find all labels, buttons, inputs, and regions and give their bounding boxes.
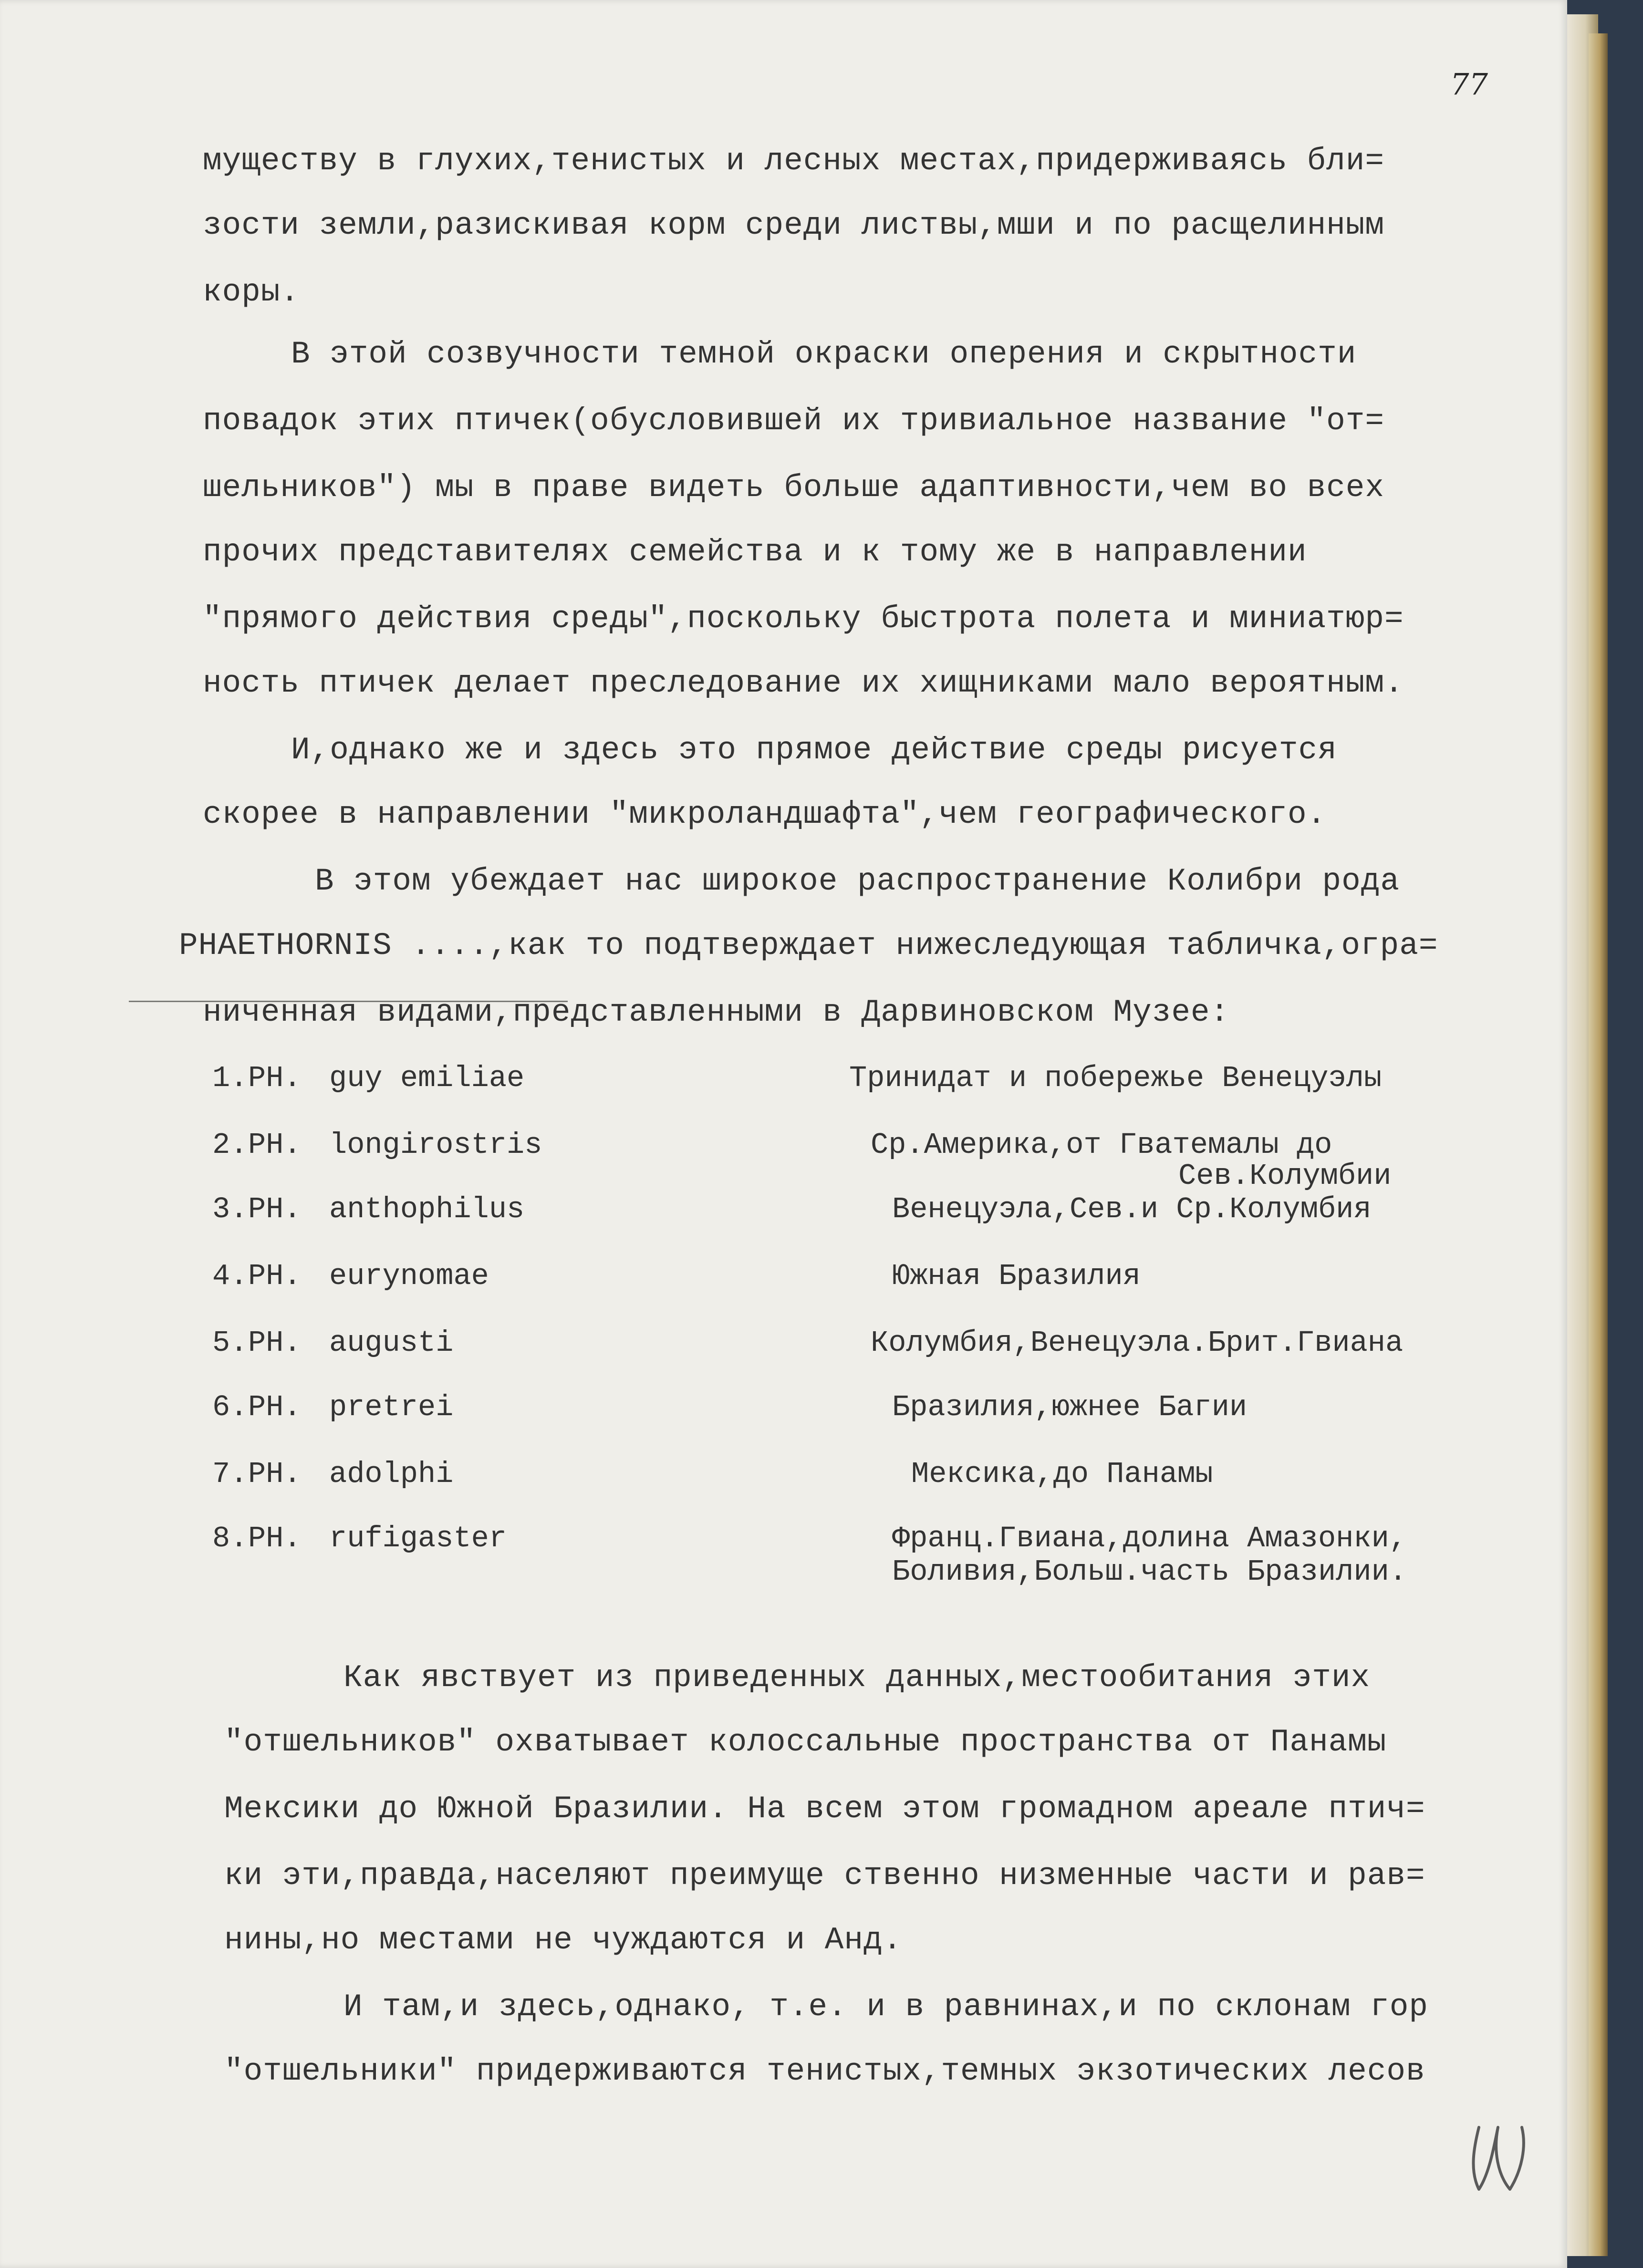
table-row-range: Колумбия,Венецуэла.Брит.Гвиана [871, 1326, 1404, 1360]
table-row-species: longirostris [329, 1128, 542, 1162]
table-row-range: Бразилия,южнее Багии [892, 1390, 1248, 1424]
text-line: ниченная видами,представленными в Дарвиновском Музее: [203, 994, 1230, 1030]
text-line: ки эти,правда,населяют преимуще ственно низменные части и рав= [224, 1858, 1425, 1894]
table-row-number: 3. [212, 1192, 248, 1226]
table-row-species: eurynomae [329, 1259, 489, 1293]
text-line: Мексики до Южной Бразилии. На всем этом громадном ареале птич= [224, 1791, 1425, 1827]
text-line: "отшельники" придерживаются тенистых,темных экзотических лесов [224, 2053, 1425, 2089]
table-row-genus: PH. [248, 1259, 302, 1293]
text-line: "отшельников" охватывает колоссальные пространства от Панамы [224, 1724, 1387, 1760]
table-row-species: pretrei [329, 1390, 454, 1424]
text-line: И,однако же и здесь это прямое действие среды рисуется [291, 732, 1337, 768]
text-line: В этой созвучности темной окраски оперения и скрытности [291, 336, 1357, 372]
text-line: В этом убеждает нас широкое распространение Колибри рода [315, 863, 1400, 899]
text-line: скорее в направлении "микроландшафта",чем географического. [203, 797, 1327, 832]
table-row-range: Франц.Гвиана,долина Амазонки, [892, 1522, 1407, 1555]
table-row-range: Тринидат и побережье Венецуэлы [849, 1061, 1382, 1095]
text-line: И там,и здесь,однако, т.е. и в равнинах,и по склонам гор [343, 1989, 1428, 2025]
handwritten-initials [1465, 2118, 1536, 2199]
table-row-range: Южная Бразилия [892, 1259, 1141, 1293]
table-row-genus: PH. [248, 1128, 302, 1162]
text-line: нины,но местами не чуждаются и Анд. [224, 1922, 903, 1958]
table-row-genus: PH. [248, 1326, 302, 1360]
table-row-genus: PH. [248, 1192, 302, 1226]
text-line: Как явствует из приведенных данных,местообитания этих [343, 1660, 1371, 1696]
table-row-range: Мексика,до Панамы [911, 1457, 1213, 1491]
table-row-number: 4. [212, 1259, 248, 1293]
text-line: шельников") мы в праве видеть больше адаптивности,чем во всех [203, 470, 1384, 506]
table-row-number: 7. [212, 1457, 248, 1491]
table-row-genus: PH. [248, 1390, 302, 1424]
table-row-range: Ср.Америка,от Гватемалы до [871, 1128, 1332, 1162]
folder-edge [1589, 33, 1608, 2256]
table-row-number: 6. [212, 1390, 248, 1424]
table-row-number: 5. [212, 1326, 248, 1360]
text-line: PHAETHORNIS ....,как то подтверждает нижеследующая табличка,огра= [179, 928, 1438, 963]
table-row-genus: PH. [248, 1522, 302, 1555]
table-row-species: adolphi [329, 1457, 454, 1491]
table-row-number: 8. [212, 1522, 248, 1555]
table-row-range: Венецуэла,Сев.и Ср.Колумбия [892, 1192, 1372, 1226]
table-row-range-cont: Боливия,Больш.часть Бразилии. [892, 1555, 1407, 1589]
text-line: коры. [203, 274, 300, 310]
text-line: зости земли,разискивая корм среди листвы,мши и по расщелинным [203, 207, 1384, 243]
table-row-species: anthophilus [329, 1192, 525, 1226]
table-row-species: augusti [329, 1326, 454, 1360]
table-row-species: rufigaster [329, 1522, 507, 1555]
text-line: прочих представителях семейства и к тому же в направлении [203, 534, 1307, 570]
table-row-number: 2. [212, 1128, 248, 1162]
text-line: ность птичек делает преследование их хищниками мало вероятным. [203, 665, 1404, 701]
text-line: "прямого действия среды",поскольку быстрота полета и миниатюр= [203, 601, 1404, 637]
table-row-range-cont: Сев.Колумбии [1178, 1159, 1392, 1193]
table-row-genus: PH. [248, 1061, 302, 1095]
table-row-number: 1. [212, 1061, 248, 1095]
table-row-species: guy emiliae [329, 1061, 525, 1095]
table-row-genus: PH. [248, 1457, 302, 1491]
text-line: муществу в глухих,тенистых и лесных местах,придерживаясь бли= [203, 143, 1384, 179]
text-line: повадок этих птичек(обусловившей их тривиальное название "от= [203, 403, 1384, 439]
page-number: 77 [1450, 67, 1488, 102]
